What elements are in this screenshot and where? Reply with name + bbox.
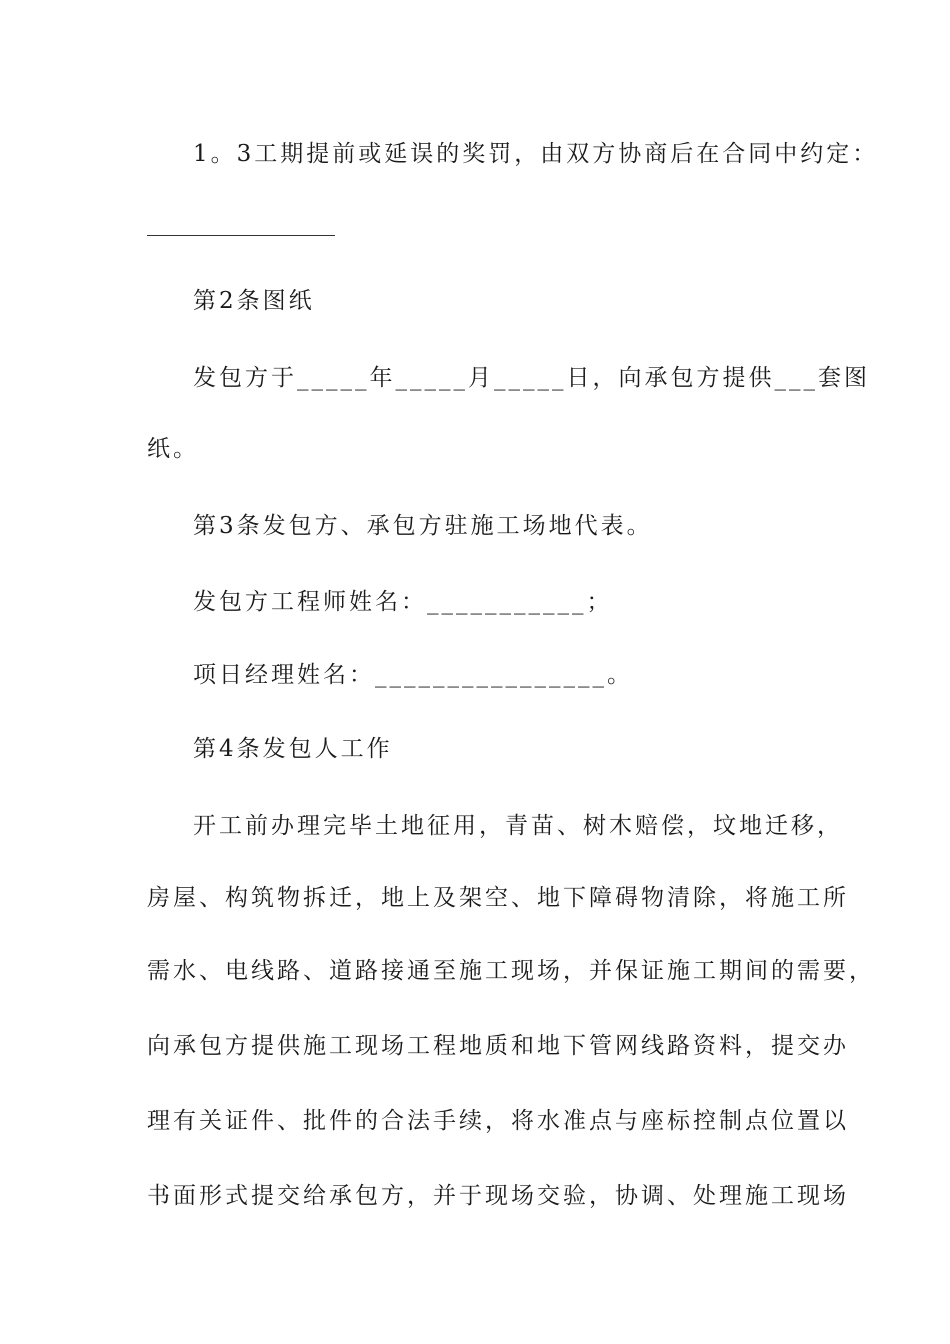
employer-duties-line-4: 向承包方提供施工现场工程地质和地下管网线路资料，提交办 [147,1033,849,1059]
clause-2-heading: 第2条图纸 [193,288,315,314]
engineer-name-line: 发包方工程师姓名：___________； [193,589,613,615]
project-manager-name-line: 项日经理姓名：________________。 [193,662,633,688]
drawings-clause-line-2: 纸。 [147,436,199,462]
clause-4-heading: 第4条发包人工作 [193,736,393,762]
clause-3-heading: 第3条发包方、承包方驻施工场地代表。 [193,513,653,539]
employer-duties-line-6: 书面形式提交给承包方，并于现场交验，协调、处理施工现场 [147,1183,849,1209]
employer-duties-line-1: 开工前办理完毕土地征用，青苗、树木赔偿，坟地迁移， [193,813,843,839]
clause-1-3-text: 1。3工期提前或延误的奖罚，由双方协商后在合同中约定： [193,141,879,167]
employer-duties-line-2: 房屋、构筑物拆迁，地上及架空、地下障碍物清除，将施工所 [147,885,849,911]
employer-duties-line-5: 理有关证件、批件的合法手续，将水准点与座标控制点位置以 [147,1108,849,1134]
blank-underline [147,235,335,236]
drawings-clause-line-1: 发包方于_____年_____月_____日，向承包方提供___套图 [193,365,870,391]
employer-duties-line-3: 需水、电线路、道路接通至施工现场，并保证施工期间的需要， [147,958,875,984]
